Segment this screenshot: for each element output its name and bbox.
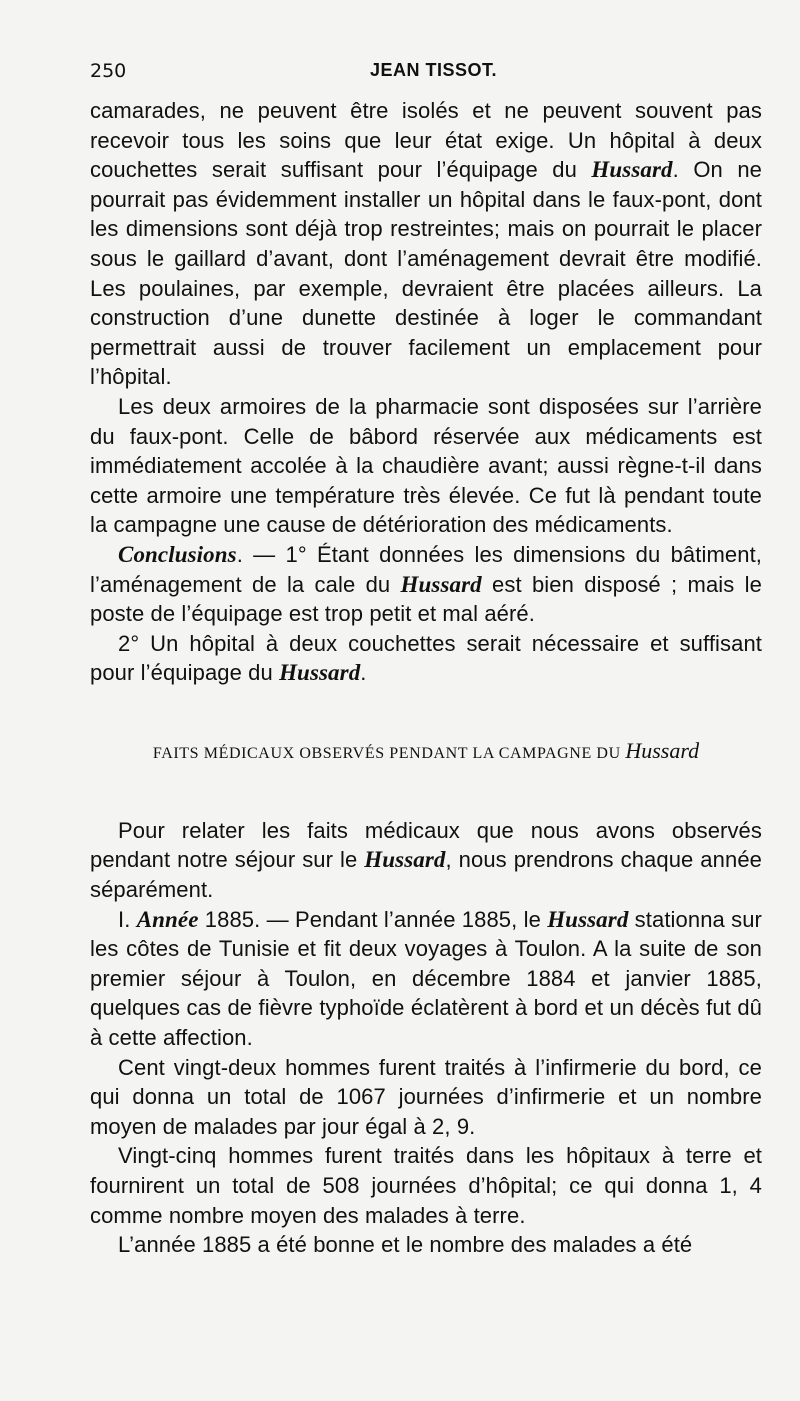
text-run: , nous prendrons chaque année séparément. xyxy=(90,847,762,903)
text-run: 1885. — Pendant l’année 1885, le xyxy=(198,906,548,932)
text-before-heading xyxy=(90,96,762,688)
italic-text: Hussard xyxy=(279,660,361,686)
text-run: est bien disposé ; mais le poste de l’équipage est trop petit et mal aéré. xyxy=(90,571,762,627)
paragraph xyxy=(90,392,762,540)
running-title: JEAN TISSOT. xyxy=(370,60,498,80)
text-run: . — 1° Étant données les dimensions du bâtiment, l’aménagement de la cale du xyxy=(90,541,762,597)
paragraph xyxy=(90,540,762,629)
paragraph xyxy=(90,816,762,905)
text-run: Les deux armoires de la pharmacie sont disposées sur l’arrière du faux-pont. Celle de bâbord réservée aux médicaments est immédiatement accolée à la chaudière avant; aussi règne-t-il dans cette armoire une température très élevée. Ce fut là pendant toute la campagne une cause de détérioration des médicaments. xyxy=(90,393,762,538)
body-text xyxy=(90,96,762,1260)
italic-text: Conclusions xyxy=(118,541,237,567)
text-run: L’année 1885 a été bonne et le nombre des malades a été xyxy=(118,1232,693,1258)
paragraph xyxy=(90,905,762,1053)
text-run: Vingt-cinq hommes furent traités dans les hôpitaux à terre et fournirent un total de 508 journées d’hôpital; ce qui donna 1, 4 comme nombre moyen des malades à terre. xyxy=(90,1143,762,1228)
text-run: camarades, ne peuvent être isolés et ne peuvent souvent pas recevoir tous les soins que leur état exige. Un hôpital à deux couchettes serait suffisant pour l’équipage du xyxy=(90,98,762,183)
italic-text: Hussard xyxy=(364,847,446,873)
italic-text: Hussard xyxy=(591,157,673,183)
text-run: Pour relater les faits médicaux que nous avons observés pendant notre séjour sur le xyxy=(90,817,762,873)
text-run: Cent vingt-deux hommes furent traités à l’infirmerie du bord, ce qui donna un total de 1067 journées d’infirmerie et un nombre moyen de malades par jour égal à 2, 9. xyxy=(90,1054,762,1139)
text-run: . On ne pourrait pas évidemment installer un hôpital dans le faux-pont, dont les dimensions sont déjà trop restreintes; mais on pourrait le placer sous le gaillard d’avant, dont l’aménagement devrait être modifié. Les poulaines, par exemple, devraient être placées ailleurs. La construction d’une dunette destinée à loger le commandant permettrait aussi de trouver facilement un emplacement pour l’hôpital. xyxy=(90,157,763,390)
text-run: . xyxy=(360,660,367,686)
italic-text: Hussard xyxy=(400,571,482,597)
section-heading-text: FAITS MÉDICAUX OBSERVÉS PENDANT LA CAMPAGNE DU xyxy=(152,744,626,762)
section-heading xyxy=(90,738,762,764)
text-run: I. xyxy=(118,906,137,932)
paragraph xyxy=(90,96,762,392)
paragraph xyxy=(90,629,762,688)
section-heading-ship-name: Hussard xyxy=(625,737,700,763)
paragraph xyxy=(90,1141,762,1230)
paragraph xyxy=(90,1230,762,1260)
italic-text: Hussard xyxy=(547,906,629,932)
text-run: 2° Un hôpital à deux couchettes serait nécessaire et suffisant pour l’équipage du xyxy=(90,630,762,686)
paragraph xyxy=(90,1053,762,1142)
running-head xyxy=(90,60,760,90)
text-run: stationna sur les côtes de Tunisie et fit deux voyages à Toulon. A la suite de son premier séjour à Toulon, en décembre 1884 et janvier 1885, quelques cas de fièvre typhoïde éclatèrent à bord et un décès fut dû à cette affection. xyxy=(90,906,762,1051)
italic-text: Année xyxy=(136,906,199,932)
page-number: 250 xyxy=(90,60,127,82)
text-after-heading xyxy=(90,816,762,1260)
